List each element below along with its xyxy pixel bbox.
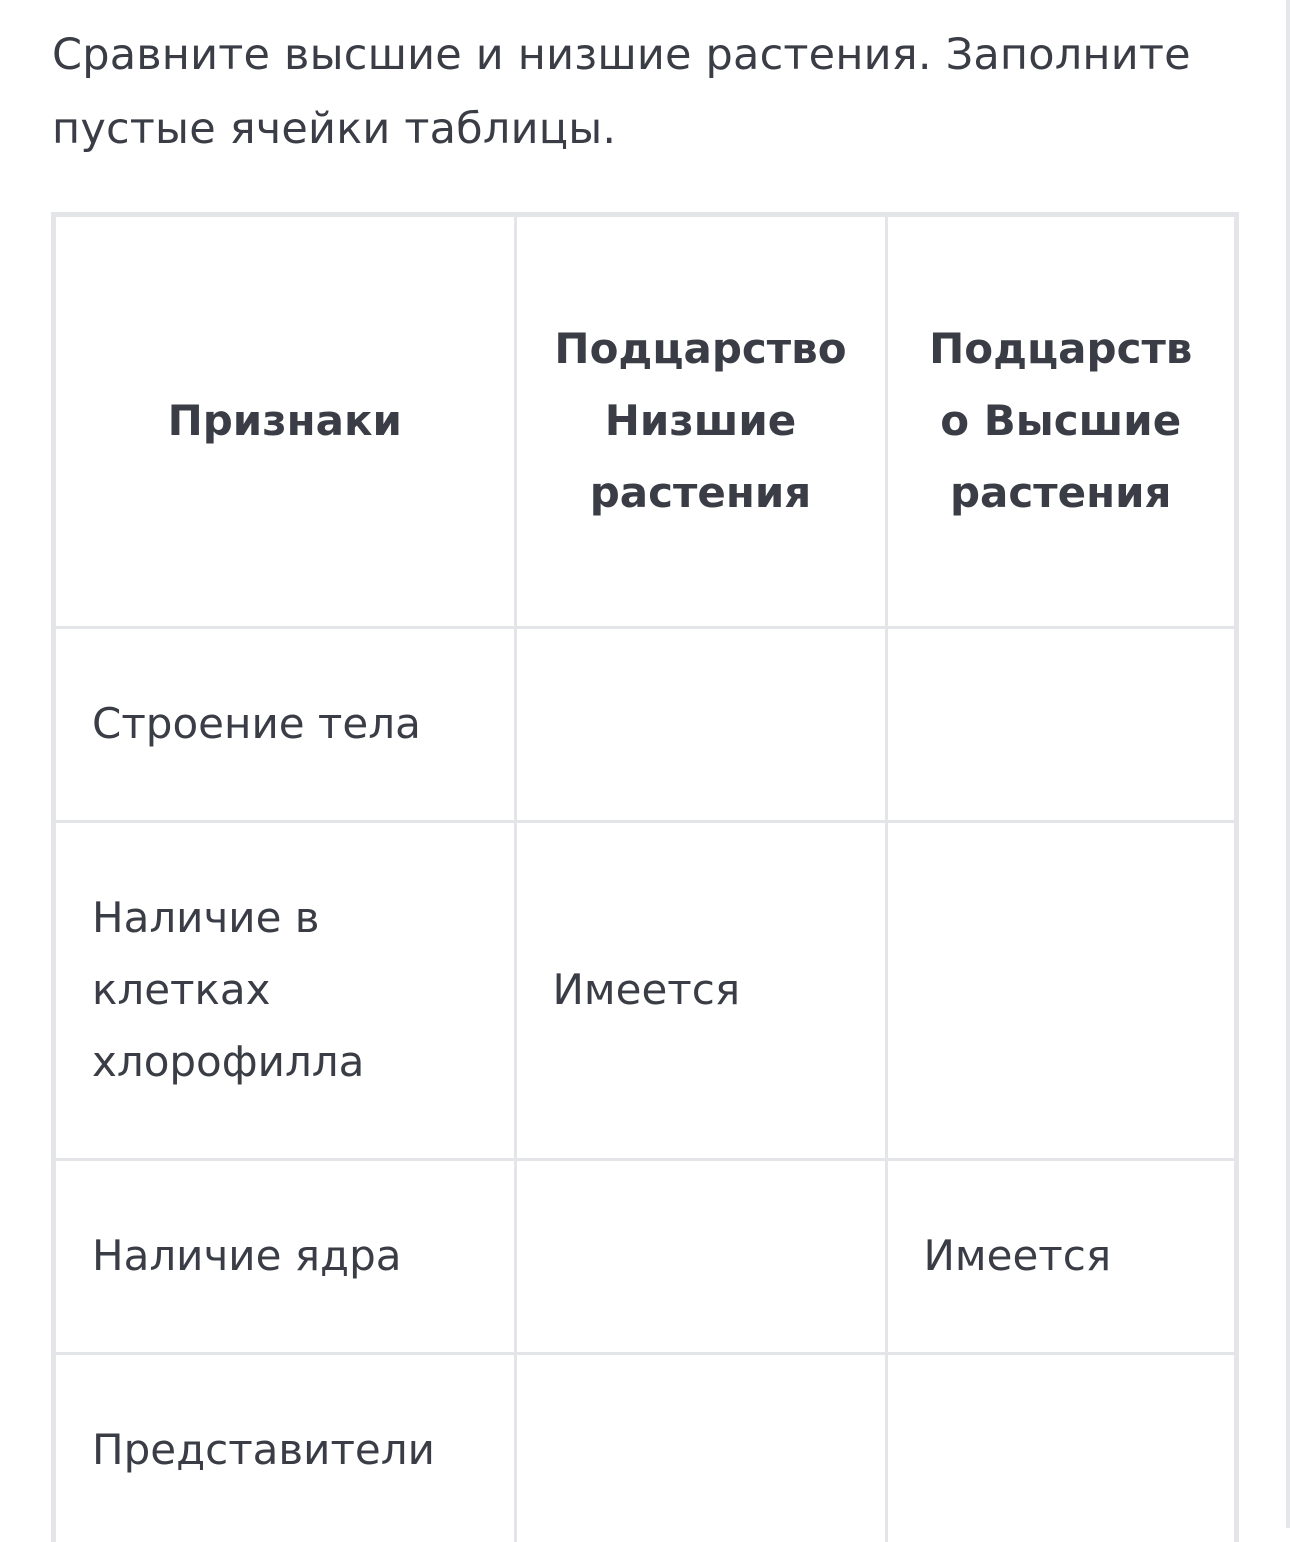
- header-lower-plants: Подцарство Низшие растения: [515, 217, 886, 627]
- table-header-row: [56, 217, 1234, 627]
- table-row: [56, 627, 1234, 821]
- table-row: [56, 1159, 1234, 1353]
- lower-plants-cell[interactable]: [515, 627, 886, 821]
- higher-plants-cell[interactable]: [886, 1353, 1234, 1542]
- feature-cell: Наличие в клетках хлорофилла: [56, 821, 515, 1159]
- lower-plants-cell[interactable]: [515, 1159, 886, 1353]
- frame-edge: [1286, 0, 1290, 1528]
- feature-cell: Наличие ядра: [56, 1159, 515, 1353]
- header-features: Признаки: [56, 217, 515, 627]
- lower-plants-cell[interactable]: [515, 1353, 886, 1542]
- lower-plants-cell[interactable]: Имеется: [515, 821, 886, 1159]
- header-higher-plants: Подцарство Высшие растения: [886, 217, 1234, 627]
- higher-plants-cell[interactable]: [886, 821, 1234, 1159]
- table-row: [56, 1353, 1234, 1542]
- feature-cell: Строение тела: [56, 627, 515, 821]
- question-text: Сравните высшие и низшие растения. Заполните пустые ячейки таблицы.: [52, 30, 1191, 154]
- higher-plants-cell[interactable]: [886, 627, 1234, 821]
- comparison-table: [51, 212, 1239, 1542]
- table-row: [56, 821, 1234, 1159]
- higher-plants-cell[interactable]: Имеется: [886, 1159, 1234, 1353]
- feature-cell: Представители: [56, 1353, 515, 1542]
